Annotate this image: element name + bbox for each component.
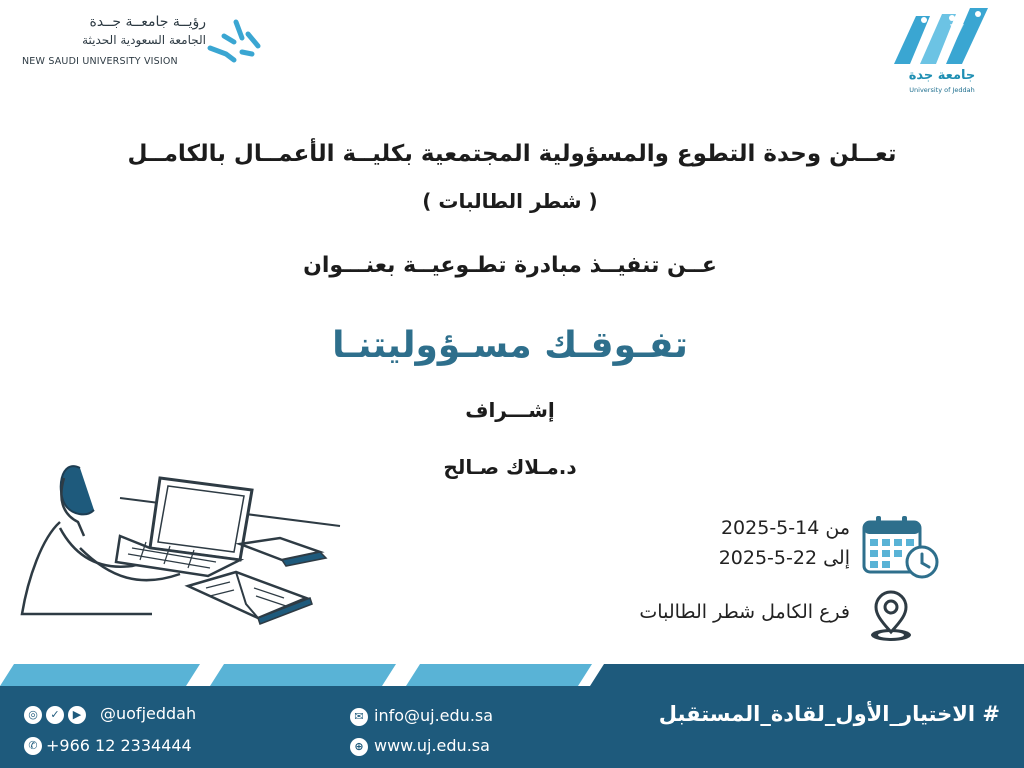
initiative-title: تفـوقـك مسـؤوليتنـا xyxy=(332,325,688,366)
supervisor-name: د.مـلاك صـالح xyxy=(443,455,577,479)
footer-stripes xyxy=(0,664,1024,686)
twitter-icon[interactable]: ✓ xyxy=(46,706,64,724)
university-emblem-icon xyxy=(890,4,994,66)
date-from: من 14-5-2025 xyxy=(720,517,850,539)
social-handle[interactable]: @uofjeddah xyxy=(100,704,197,723)
calendar-clock-icon xyxy=(862,514,940,580)
vision-subtitle-ar: الجامعة السعودية الحديثة xyxy=(82,33,206,47)
university-name-ar: جامعة جدة xyxy=(908,68,976,83)
announcement-line-3: عــن تنفيــذ مبادرة تطـوعيــة بعنـــوان xyxy=(303,253,717,278)
supervision-label: إشـــراف xyxy=(465,398,555,422)
email-icon: ✉ xyxy=(350,708,368,726)
vision-mark-icon xyxy=(206,16,262,64)
university-name-en: University of Jeddah xyxy=(909,86,975,94)
vision-title-en: NEW SAUDI UNIVERSITY VISION xyxy=(22,56,178,67)
youtube-icon[interactable]: ▶ xyxy=(68,706,86,724)
instagram-icon[interactable]: ◎ xyxy=(24,706,42,724)
university-logo xyxy=(884,4,1000,100)
location-pin-icon xyxy=(866,590,916,642)
vision-title-ar: رؤيــة جامعــة جــدة xyxy=(89,14,206,30)
location-text: فرع الكامل شطر الطالبات xyxy=(639,601,850,623)
phone-icon: ✆ xyxy=(24,737,42,755)
announcement-line-2: ( شطر الطالبات ) xyxy=(422,189,598,213)
globe-icon: ⊕ xyxy=(350,738,368,756)
email-address[interactable]: info@uj.edu.sa xyxy=(374,706,494,725)
phone-number[interactable]: +966 12 2334444 xyxy=(46,736,192,755)
website-link[interactable]: www.uj.edu.sa xyxy=(374,736,490,755)
student-laptop-illustration xyxy=(20,448,370,640)
footer-bar xyxy=(0,686,1024,768)
announcement-line-1: تعــلن وحدة التطوع والمسؤولية المجتمعية بكليــة الأعمــال بالكامــل xyxy=(127,141,897,167)
footer-hashtag: # الاختيار_الأول_لقادة_المستقبل xyxy=(658,702,1000,726)
date-to: إلى 22-5-2025 xyxy=(718,547,850,569)
vision-logo xyxy=(22,14,262,74)
